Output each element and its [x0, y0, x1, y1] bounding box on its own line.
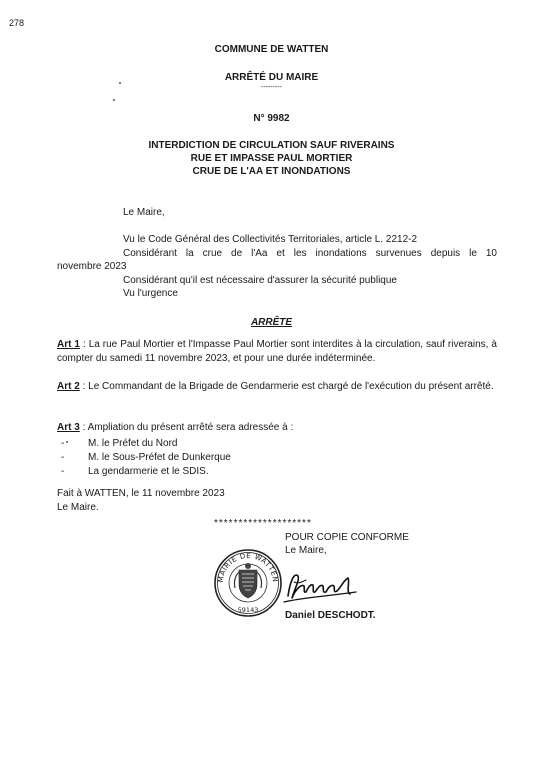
- arrete-heading-text: ARRÊTE: [250, 317, 293, 328]
- scan-speck: [113, 99, 115, 101]
- title-underline: ---------: [261, 84, 282, 91]
- scan-speck: [119, 82, 121, 84]
- list-item: - M. le Sous-Préfet de Dunkerque: [61, 451, 231, 465]
- article-1: [57, 338, 497, 366]
- article-2-text: : Le Commandant de la Brigade de Gendarmerie est chargé de l'exécution du présent arrêté.: [79, 381, 494, 392]
- stars-separator: ********************: [214, 518, 312, 529]
- list-item: - M. le Préfet du Nord: [61, 437, 231, 451]
- mairie-seal: [213, 548, 283, 618]
- considerant-2: Considérant qu'il est nécessaire d'assurer la sécurité publique: [123, 275, 397, 286]
- arrete-number: N° 9982: [253, 113, 290, 124]
- commune-name: COMMUNE DE WATTEN: [214, 44, 329, 55]
- le-maire-closing: Le Maire.: [57, 502, 99, 513]
- arrete-heading: [0, 317, 543, 329]
- subject-line-3: CRUE DE L'AA ET INONDATIONS: [192, 166, 351, 177]
- intro-le-maire: Le Maire,: [123, 207, 165, 218]
- subject-line-2: RUE ET IMPASSE PAUL MORTIER: [190, 153, 353, 164]
- article-2: [57, 380, 497, 394]
- fait-a: Fait à WATTEN, le 11 novembre 2023: [57, 488, 225, 499]
- article-1-text: : La rue Paul Mortier et l'Impasse Paul Mortier sont interdites à la circulation, sauf riverains, à compter du samedi 11 novembre 2023, et pour une durée indéterminée.: [57, 339, 497, 364]
- scan-speck: [66, 441, 68, 443]
- article-3: [57, 421, 497, 435]
- list-item: - La gendarmerie et le SDIS.: [61, 465, 231, 479]
- ampliation-list: [61, 437, 231, 479]
- article-1-label: Art 1: [57, 339, 80, 350]
- article-3-label: Art 3: [57, 422, 80, 433]
- vu-urgence: Vu l'urgence: [123, 288, 178, 299]
- page-number: 278: [9, 18, 25, 28]
- subject-line-1: INTERDICTION DE CIRCULATION SAUF RIVERAINS: [148, 140, 395, 151]
- signatory-name: Daniel DESCHODT.: [285, 610, 376, 621]
- article-2-label: Art 2: [57, 381, 80, 392]
- vu-code: Vu le Code Général des Collectivités Territoriales, article L. 2212-2: [123, 234, 418, 245]
- considerant-1: Considérant la crue de l'Aa et les inondations survenues depuis le 10: [123, 248, 497, 259]
- svg-text:59143: 59143: [237, 606, 259, 614]
- document-title: ARRÊTÉ DU MAIRE: [224, 72, 319, 83]
- considerant-1-cont: novembre 2023: [57, 261, 127, 272]
- article-3-text: : Ampliation du présent arrêté sera adressée à :: [79, 422, 294, 433]
- pour-copie-conforme: POUR COPIE CONFORME: [285, 532, 409, 543]
- svg-text:MAIRIE DE WATTEN: MAIRIE DE WATTEN: [216, 551, 280, 583]
- mayor-signature: [280, 562, 360, 608]
- le-maire-copie: Le Maire,: [285, 545, 327, 556]
